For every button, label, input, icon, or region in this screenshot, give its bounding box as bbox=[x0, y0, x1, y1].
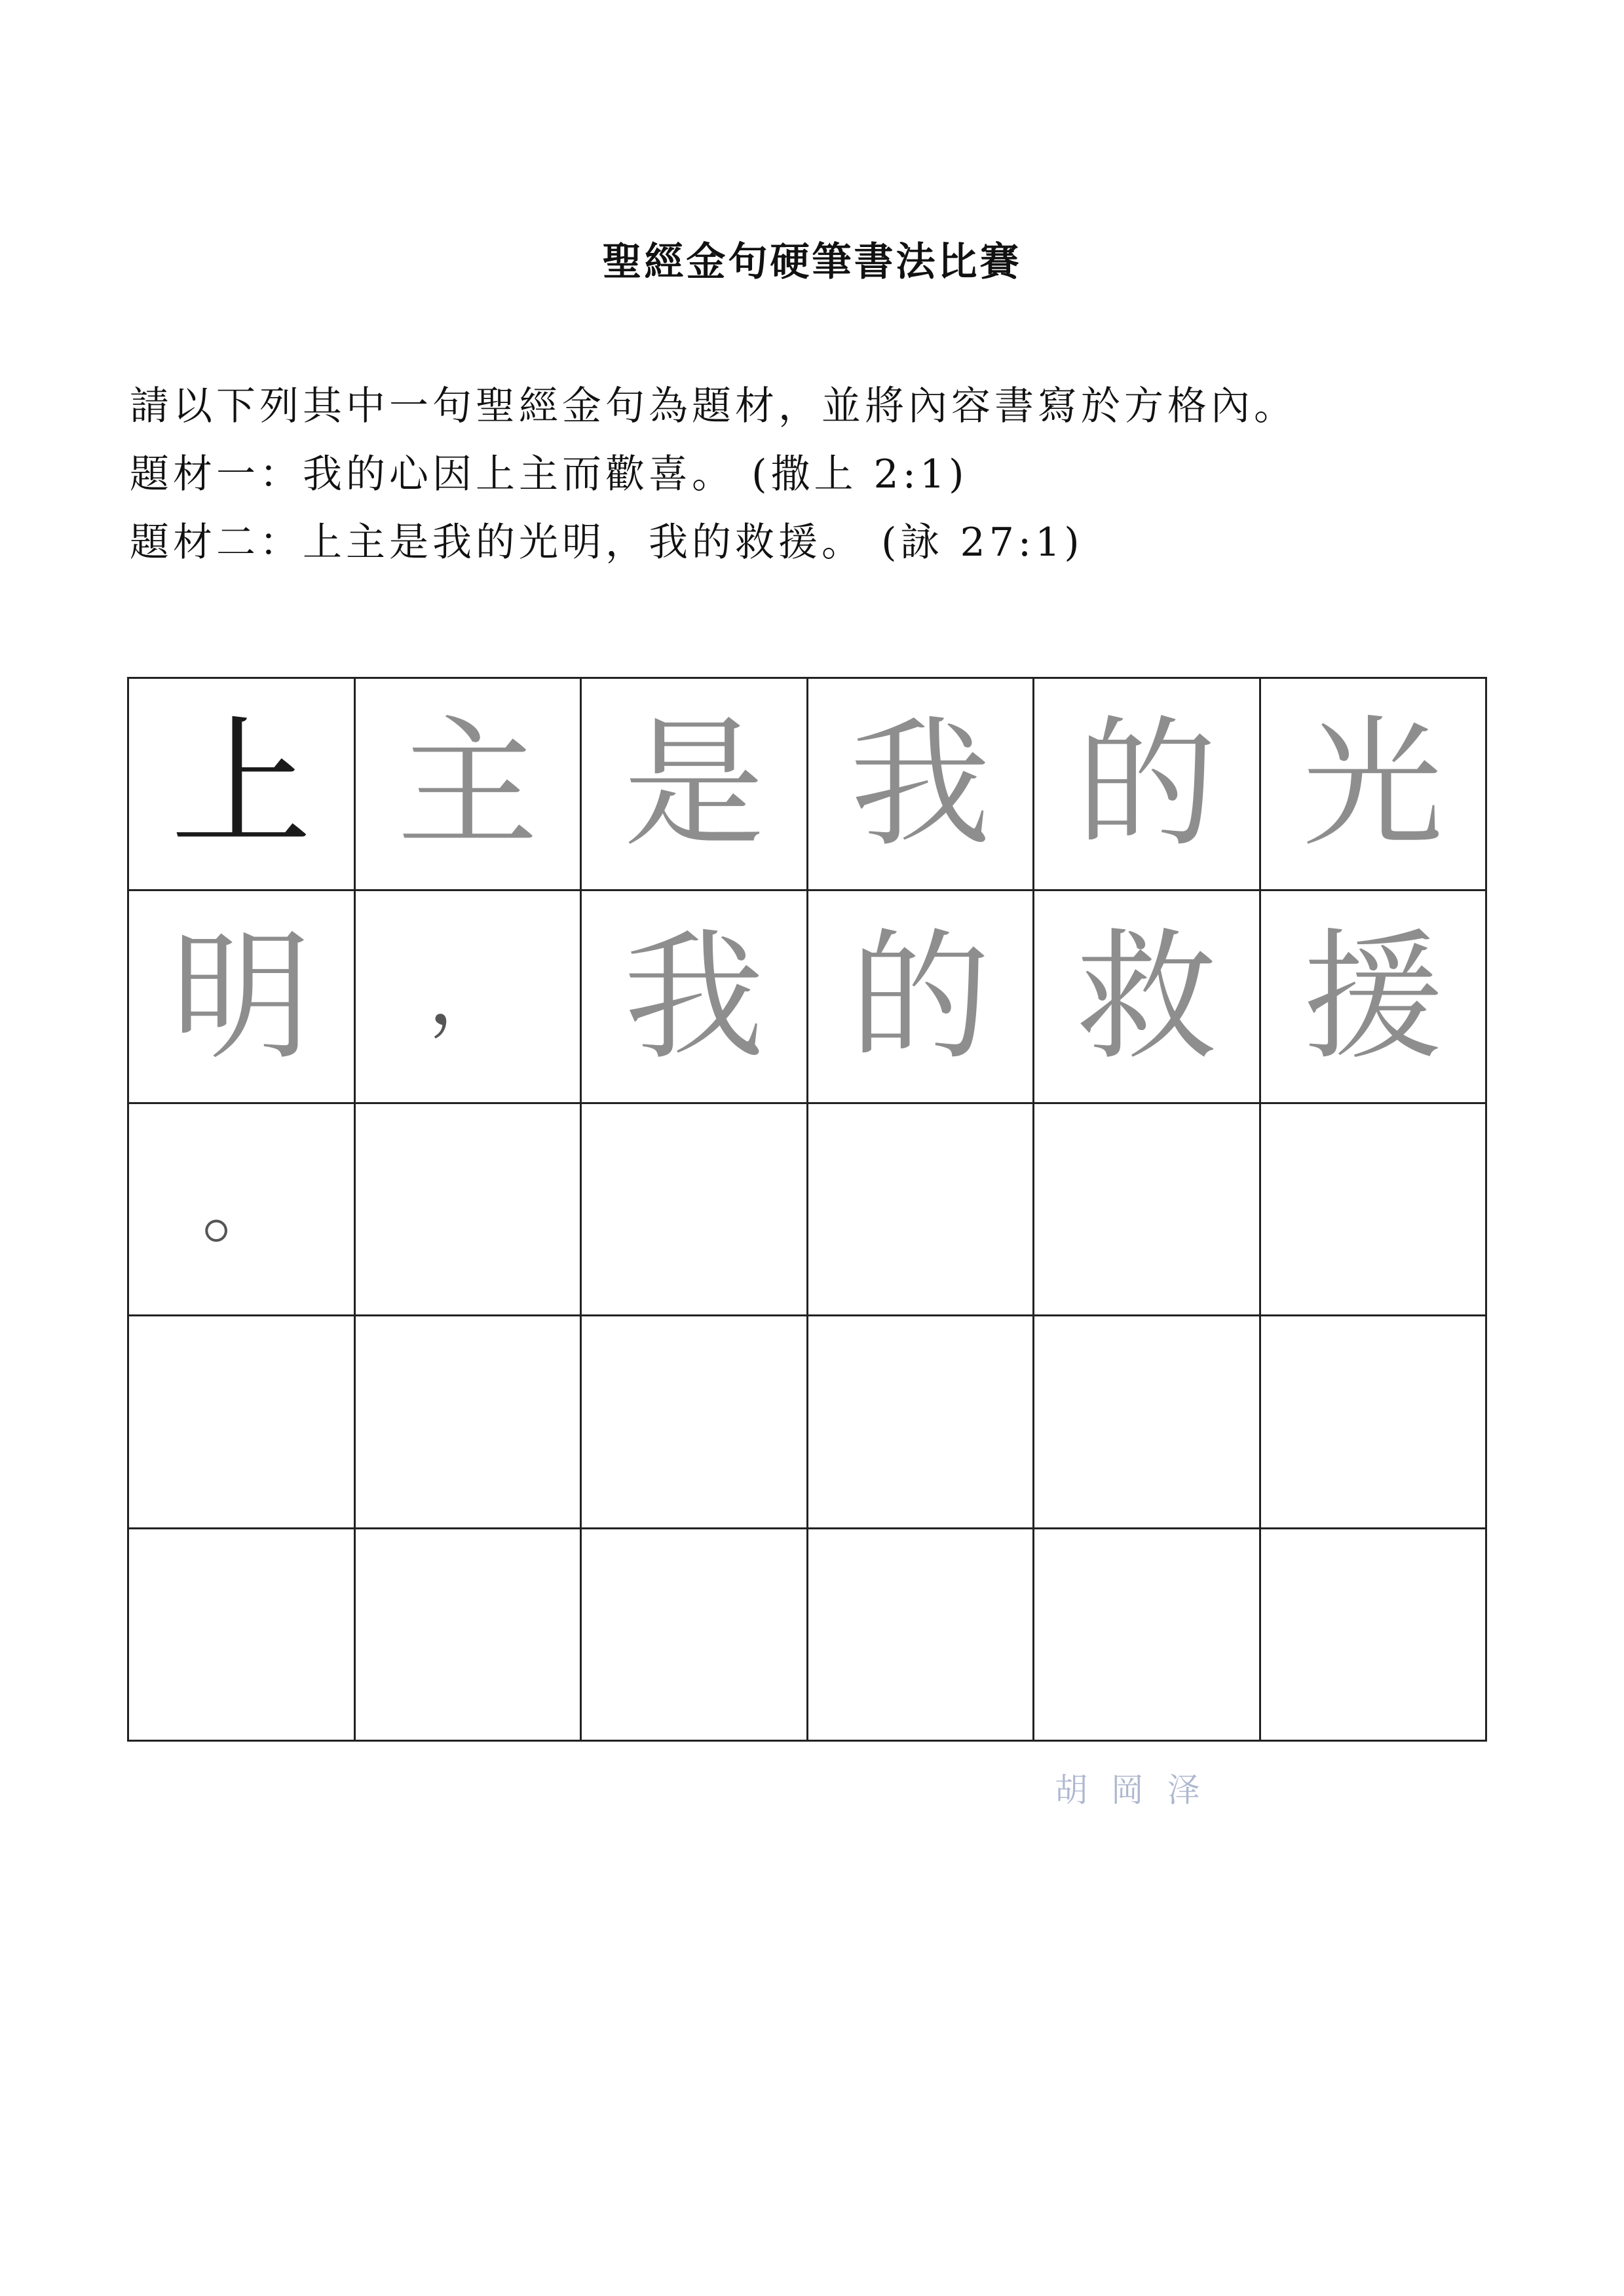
grid-cell[interactable] bbox=[808, 891, 1035, 1103]
grid-cell[interactable] bbox=[1261, 1104, 1488, 1316]
handwritten-char: 的 bbox=[1076, 702, 1217, 867]
grid-cell[interactable] bbox=[582, 679, 808, 891]
grid-cell[interactable] bbox=[1034, 1529, 1261, 1742]
topic-two: 題材二：上主是我的光明，我的救援。 (詠 27:1) bbox=[130, 520, 1084, 565]
grid-cell[interactable] bbox=[356, 1104, 582, 1316]
handwritten-char: 援 bbox=[1302, 914, 1444, 1079]
grid-cell[interactable] bbox=[356, 1529, 582, 1742]
grid-cell[interactable] bbox=[1034, 1316, 1261, 1529]
grid-cell[interactable] bbox=[129, 891, 356, 1103]
handwritten-char: 主 bbox=[397, 702, 538, 867]
writing-grid bbox=[127, 677, 1487, 1742]
handwritten-char: 救 bbox=[1076, 914, 1217, 1079]
instructions bbox=[130, 372, 1505, 577]
grid-cell[interactable] bbox=[1261, 679, 1488, 891]
grid-cell[interactable] bbox=[1034, 891, 1261, 1103]
grid-cell[interactable] bbox=[808, 1529, 1035, 1742]
handwritten-char: 的 bbox=[850, 914, 991, 1079]
grid-cell[interactable] bbox=[1034, 679, 1261, 891]
grid-cell[interactable] bbox=[129, 1104, 356, 1316]
signature-stamp: 胡 岡 泽 bbox=[1055, 1771, 1207, 1809]
grid-cell[interactable] bbox=[808, 679, 1035, 891]
grid-cell[interactable] bbox=[129, 1316, 356, 1529]
grid-cell[interactable] bbox=[356, 679, 582, 891]
grid-cell[interactable] bbox=[356, 891, 582, 1103]
handwritten-char: 我 bbox=[850, 702, 991, 867]
grid-cell[interactable] bbox=[1261, 1529, 1488, 1742]
grid-cell[interactable] bbox=[356, 1316, 582, 1529]
page-title: 聖經金句硬筆書法比賽 bbox=[602, 239, 1022, 285]
grid-cell[interactable] bbox=[129, 1529, 356, 1742]
grid-cell[interactable] bbox=[582, 1529, 808, 1742]
grid-cell[interactable] bbox=[129, 679, 356, 891]
instruction-line: 請以下列其中一句聖經金句為題材，並將內容書寫於方格內。 bbox=[130, 383, 1297, 429]
handwritten-char: 明 bbox=[170, 914, 312, 1079]
grid-cell[interactable] bbox=[582, 1104, 808, 1316]
handwritten-char: 我 bbox=[623, 914, 765, 1079]
grid-cell[interactable] bbox=[582, 1316, 808, 1529]
topic-one: 題材一：我的心因上主而歡喜。 (撒上 2:1) bbox=[130, 451, 968, 497]
grid-cell[interactable] bbox=[582, 891, 808, 1103]
grid-cell[interactable] bbox=[808, 1316, 1035, 1529]
grid-cell[interactable] bbox=[1034, 1104, 1261, 1316]
grid-cell[interactable] bbox=[1261, 1316, 1488, 1529]
grid-cell[interactable] bbox=[1261, 891, 1488, 1103]
grid-cell[interactable] bbox=[808, 1104, 1035, 1316]
handwritten-char: 是 bbox=[623, 702, 765, 867]
handwritten-char: 。 bbox=[202, 1163, 281, 1255]
handwritten-char: ， bbox=[428, 951, 507, 1043]
handwritten-char: 上 bbox=[170, 702, 312, 867]
handwritten-char: 光 bbox=[1302, 702, 1444, 867]
